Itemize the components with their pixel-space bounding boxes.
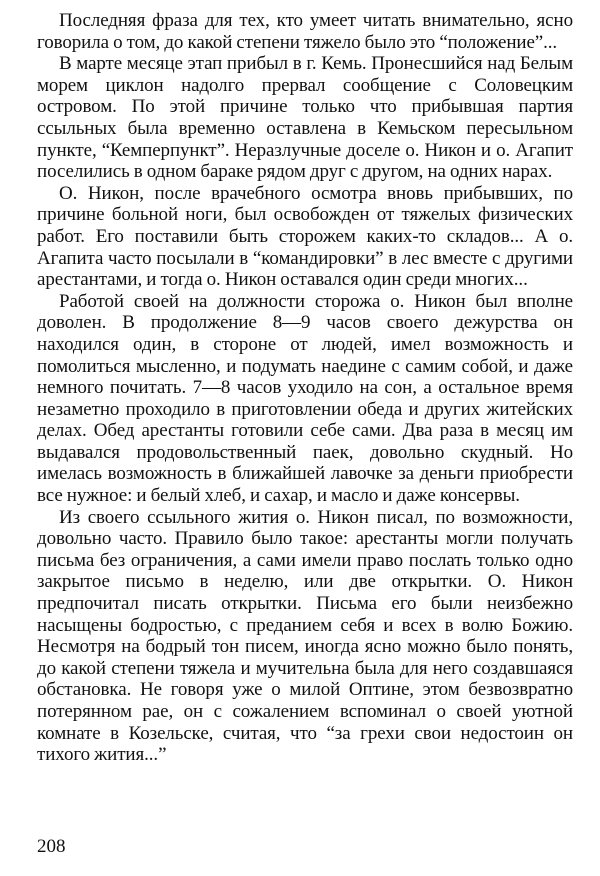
paragraph-4: Работой своей на должности сторожа о. Никон был вполне доволен. В продолжение 8—9 часов своего дежурства он находился один, в стороне от людей, имел возможность и помолиться мысленно, и подумать наедине с самим собой, и даже немного почитать. 7—8 часов уходило на сон, а остальное время незаметно проходило в приготовлении обеда и других житейских делах. Обед арестанты готовили себе сами. Два раза в месяц им выдавался продовольственный паек, довольно скудный. Но имелась возможность в ближайшей лавочке за деньги приобрести все нужное: и белый хлеб, и сахар, и масло и даже консервы. (37, 290, 573, 507)
page-number: 208 (37, 836, 66, 857)
paragraph-2: В марте месяце этап прибыл в г. Кемь. Пронесшийся над Белым морем циклон надолго прервал сообщение с Соловецким островом. По этой причине только что прибывшая партия ссыльных была временно оставлена в Кемьском пересыльном пункте, “Кемперпункт”. Неразлучные доселе о. Никон и о. Агапит поселились в одном бараке рядом друг с другом, на одних нарах. (37, 53, 573, 183)
page-body (37, 10, 573, 766)
paragraph-1: Последняя фраза для тех, кто умеет читать внимательно, ясно говорила о том, до какой степени тяжело было это “положение”... (37, 10, 573, 53)
paragraph-5: Из своего ссыльного жития о. Никон писал, по возможности, довольно часто. Правило было такое: арестанты могли получать письма без ограничения, а сами имели право послать только одно закрытое письмо в неделю, или две открытки. О. Никон предпочитал писать открытки. Письма его были неизбежно насыщены бодростью, с преданием себя и всех в волю Божию. Несмотря на бодрый тон писем, иногда ясно можно было понять, до какой степени тяжела и мучительна была для него создавшаяся обстановка. Не говоря уже о милой Оптине, этом безвозвратно потерянном рае, он с сожалением вспоминал о своей уютной комнате в Козельске, считая, что “за грехи свои недостоин он тихого жития...” (37, 506, 573, 766)
paragraph-3: О. Никон, после врачебного осмотра вновь прибывших, по причине больной ноги, был освобожден от тяжелых физических работ. Его поставили быть сторожем каких-то складов... А о. Агапита часто посылали в “командировки” в лес вместе с другими арестантами, и тогда о. Никон оставался один среди многих... (37, 182, 573, 291)
